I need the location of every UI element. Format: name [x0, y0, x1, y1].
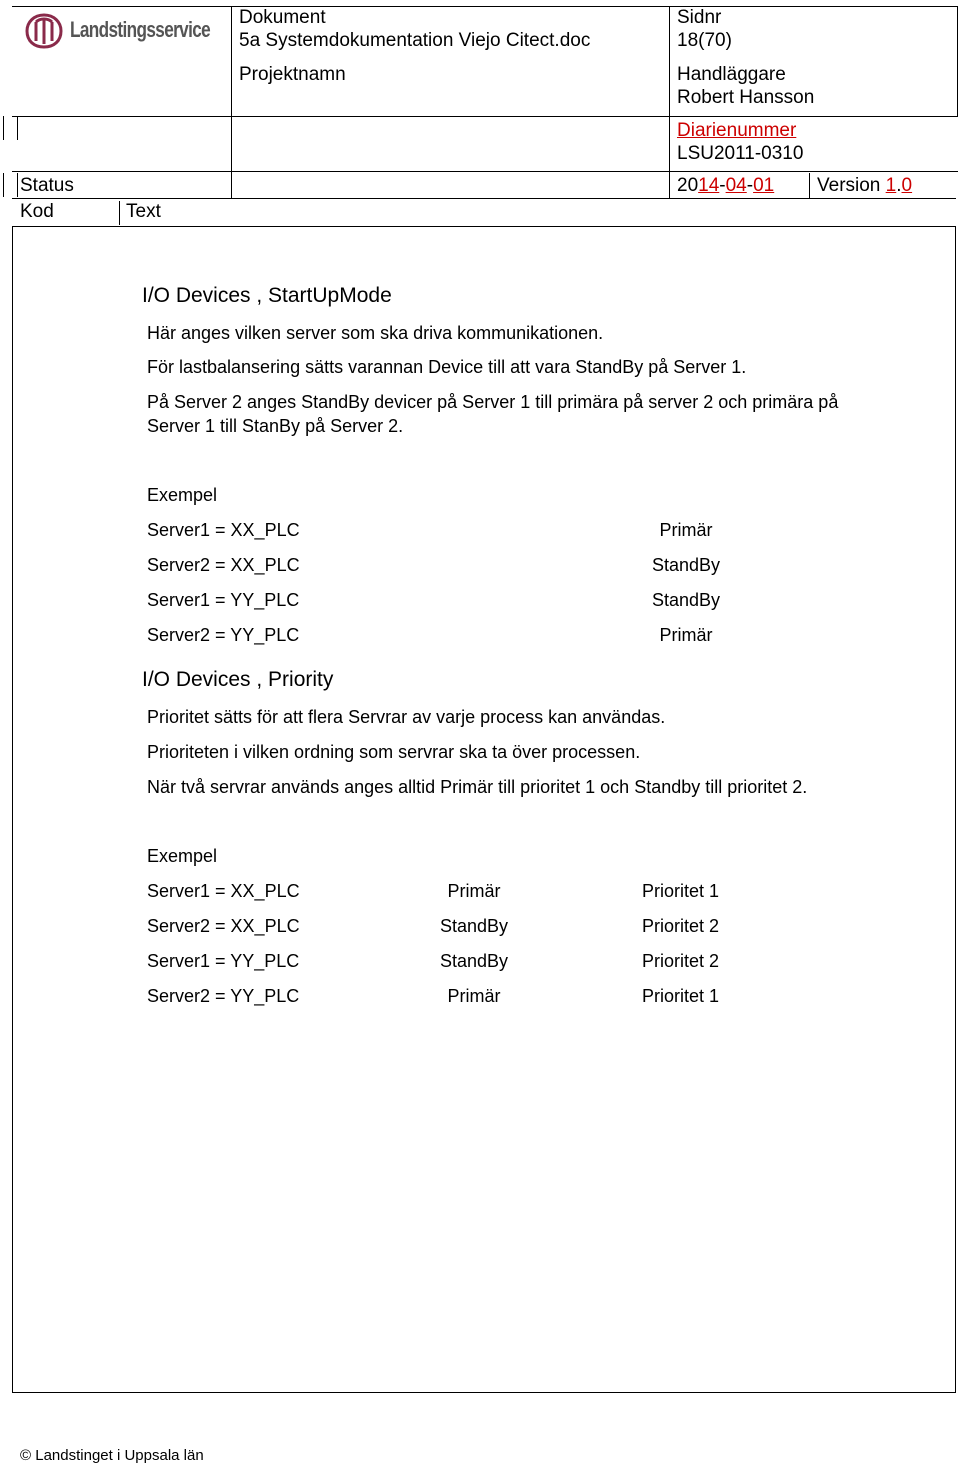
example-server: Server2 = XX_PLC	[147, 555, 300, 575]
example-server: Server1 = XX_PLC	[147, 881, 300, 901]
header-rule-top	[12, 6, 958, 7]
kod-text-divider	[119, 201, 120, 225]
example-role: StandBy	[651, 555, 721, 575]
header-rule-2	[12, 116, 958, 117]
projektnamn-label: Projektnamn	[239, 64, 346, 85]
handlaggare-value: Robert Hansson	[677, 87, 815, 108]
footer-text: Landstinget i Uppsala län	[35, 1447, 204, 1464]
margin-mark-4	[17, 173, 18, 197]
document-version: Version 1.0	[817, 175, 913, 196]
example-role: Primär	[447, 881, 501, 901]
example-role: StandBy	[651, 590, 721, 610]
sidnr-value: 18(70)	[677, 30, 732, 51]
paragraph-line: Server 1 till StanBy på Server 2.	[147, 416, 404, 436]
example-server: Server2 = XX_PLC	[147, 916, 300, 936]
example-label: Exempel	[147, 846, 218, 866]
text-label: Text	[126, 201, 161, 222]
example-role: Primär	[447, 986, 501, 1006]
footer	[20, 1447, 204, 1465]
header-rule-3	[12, 171, 958, 172]
diarienummer-label: Diarienummer	[677, 120, 797, 141]
sidnr-label: Sidnr	[677, 7, 722, 28]
example-server: Server1 = YY_PLC	[147, 590, 300, 610]
handlaggare-label: Handläggare	[677, 64, 786, 85]
document-date: 2014-04-01	[677, 175, 775, 196]
paragraph-line: När två servrar används anges alltid Primär till prioritet 1 och Standby till prioritet 2.	[147, 777, 808, 797]
example-role: Primär	[659, 625, 713, 645]
version-divider	[809, 173, 810, 198]
copyright-icon: ©	[20, 1447, 32, 1464]
header-right-border	[957, 6, 958, 116]
header-col-divider-2	[669, 6, 670, 198]
status-label: Status	[20, 175, 74, 196]
margin-mark-1	[3, 116, 4, 140]
example-label: Exempel	[147, 485, 218, 505]
example-role: StandBy	[439, 916, 509, 936]
dokument-value: 5a Systemdokumentation Viejo Citect.doc	[239, 30, 591, 51]
example-priority: Prioritet 2	[642, 916, 720, 936]
logo-mark-icon	[24, 12, 64, 50]
kod-label: Kod	[20, 201, 54, 222]
header-col-divider-1	[231, 6, 232, 198]
paragraph-line: Här anges vilken server som ska driva kommunikationen.	[147, 323, 604, 343]
dokument-label: Dokument	[239, 7, 326, 28]
section-title: I/O Devices , StartUpMode	[142, 284, 392, 307]
margin-mark-3	[17, 116, 18, 140]
paragraph-line: Prioritet sätts för att flera Servrar av varje process kan användas.	[147, 707, 666, 727]
logo-text: Landstingsservice	[70, 17, 211, 42]
example-server: Server2 = YY_PLC	[147, 986, 300, 1006]
header-rule-4	[12, 198, 956, 199]
example-role: Primär	[659, 520, 713, 540]
example-priority: Prioritet 1	[642, 986, 720, 1006]
example-priority: Prioritet 1	[642, 881, 720, 901]
example-server: Server2 = YY_PLC	[147, 625, 300, 645]
paragraph-line: På Server 2 anges StandBy devicer på Server 1 till primära på server 2 och primära på	[147, 392, 839, 412]
example-server: Server1 = YY_PLC	[147, 951, 300, 971]
section-title: I/O Devices , Priority	[142, 668, 334, 691]
example-role: StandBy	[439, 951, 509, 971]
example-server: Server1 = XX_PLC	[147, 520, 300, 540]
diarienummer-value: LSU2011-0310	[677, 143, 804, 164]
paragraph-line: Prioriteten i vilken ordning som servrar ska ta över processen.	[147, 742, 641, 762]
paragraph-line: För lastbalansering sätts varannan Device till att vara StandBy på Server 1.	[147, 357, 747, 377]
example-priority: Prioritet 2	[642, 951, 720, 971]
margin-mark-2	[3, 173, 4, 197]
